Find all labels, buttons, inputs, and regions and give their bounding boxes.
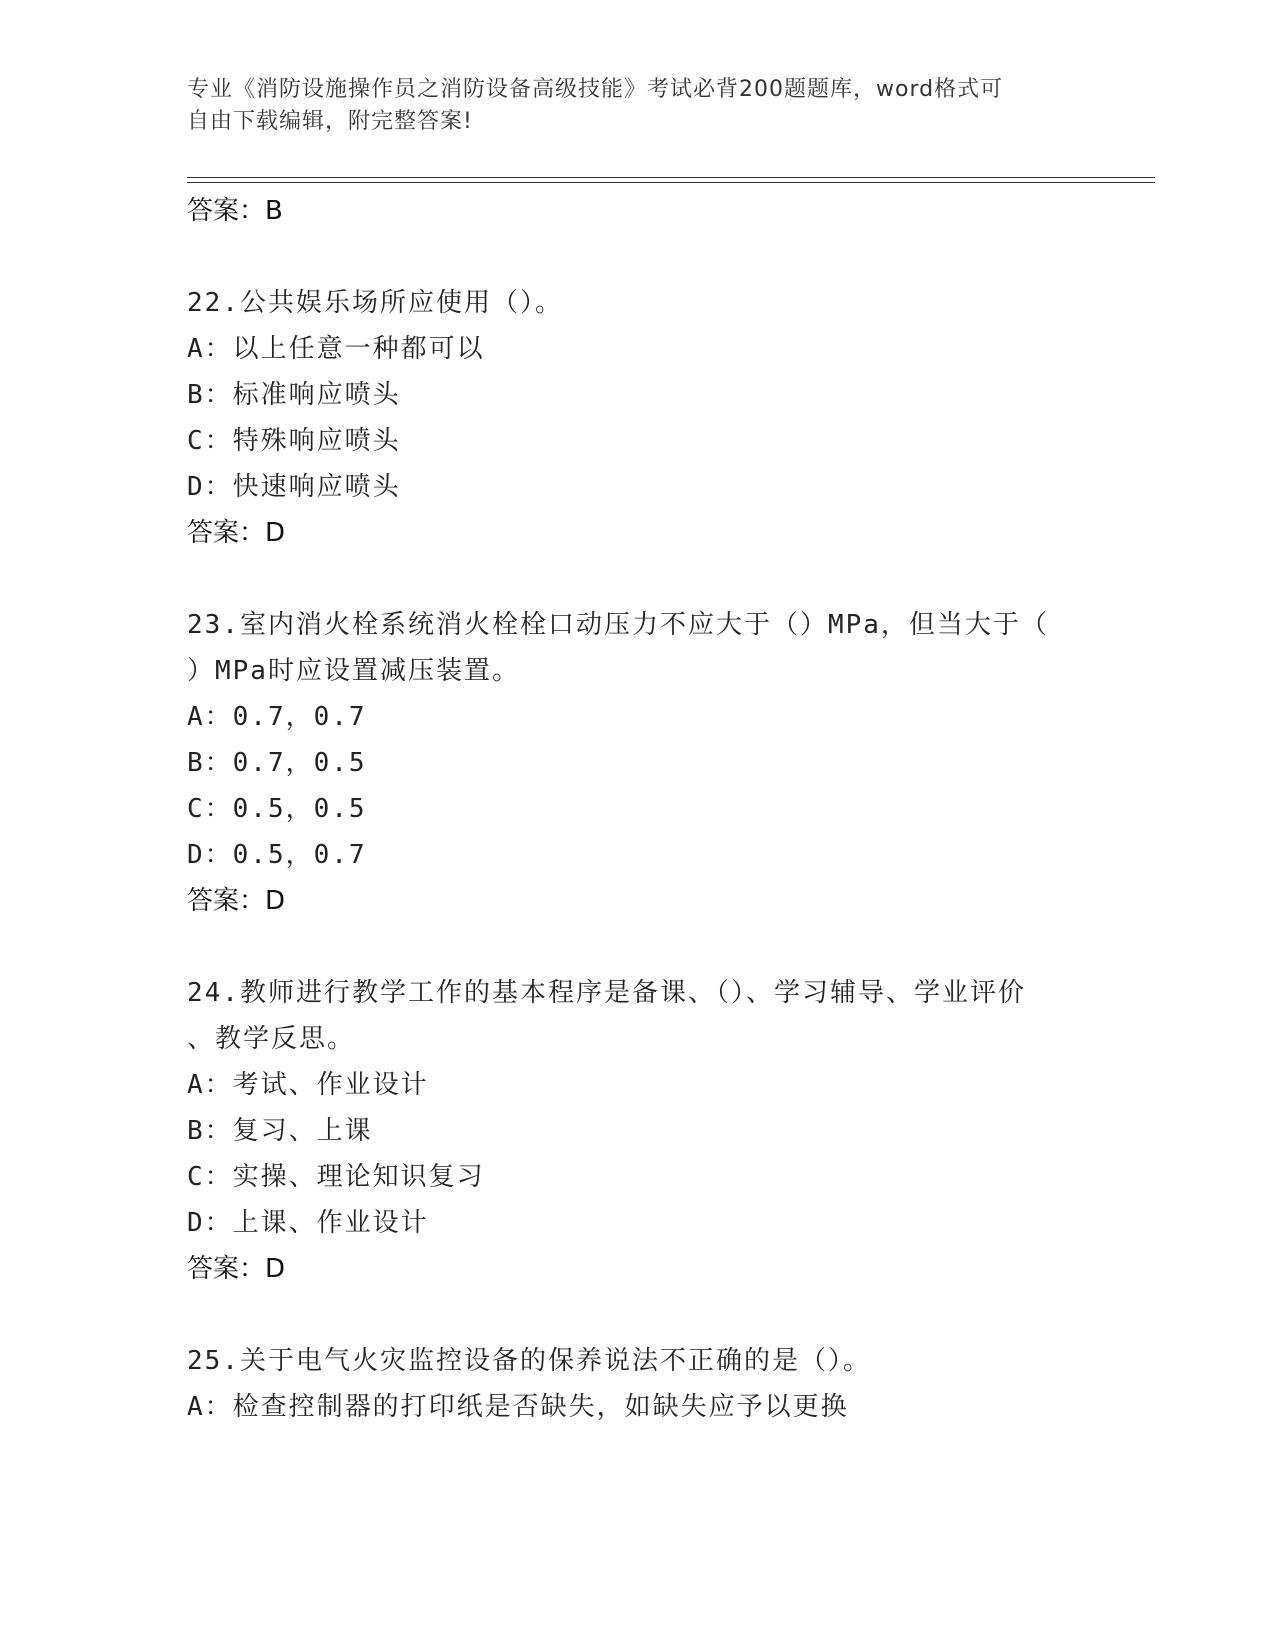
option-b: B：标准响应喷头 [187, 380, 401, 410]
page-header [187, 74, 1067, 138]
option-a: A：检查控制器的打印纸是否缺失，如缺失应予以更换 [187, 1392, 849, 1422]
answer-line: 答案：B [187, 196, 283, 226]
option-d: D：0.5，0.7 [187, 840, 367, 870]
answer-line: 答案：D [187, 518, 286, 548]
spacer [187, 234, 1087, 280]
header-rule-bottom [187, 182, 1155, 183]
option-d: D：上课、作业设计 [187, 1208, 429, 1238]
question-text: 24.教师进行教学工作的基本程序是备课、（）、学习辅导、学业评价 [187, 978, 1026, 1008]
question-text: 23.室内消火栓系统消火栓栓口动压力不应大于（）MPa，但当大于（ [187, 610, 1049, 640]
answer-line: 答案：D [187, 886, 286, 916]
option-b: B：复习、上课 [187, 1116, 373, 1146]
option-c: C：特殊响应喷头 [187, 426, 401, 456]
question-block [187, 1338, 1087, 1430]
question-text-continued: 、教学反思。 [187, 1024, 356, 1054]
option-c: C：实操、理论知识复习 [187, 1162, 485, 1192]
question-list [187, 188, 1087, 1430]
question-block [187, 970, 1087, 1292]
question-text: 22.公共娱乐场所应使用（）。 [187, 288, 563, 318]
question-text-continued: ）MPa时应设置减压装置。 [187, 656, 520, 686]
header-rule-top [187, 177, 1155, 178]
question-block [187, 602, 1087, 924]
option-a: A：以上任意一种都可以 [187, 334, 485, 364]
option-c: C：0.5，0.5 [187, 794, 367, 824]
question-text: 25.关于电气火灾监控设备的保养说法不正确的是（）。 [187, 1346, 871, 1376]
question-block [187, 280, 1087, 556]
spacer [187, 556, 1087, 602]
header-line-1: 专业《消防设施操作员之消防设备高级技能》考试必背200题题库，word格式可 [187, 77, 1004, 102]
header-line-2: 自由下载编辑，附完整答案! [187, 109, 473, 134]
spacer [187, 924, 1087, 970]
option-b: B：0.7，0.5 [187, 748, 367, 778]
option-d: D：快速响应喷头 [187, 472, 401, 502]
answer-line: 答案：D [187, 1254, 286, 1284]
option-a: A：0.7，0.7 [187, 702, 367, 732]
spacer [187, 1292, 1087, 1338]
option-a: A：考试、作业设计 [187, 1070, 429, 1100]
